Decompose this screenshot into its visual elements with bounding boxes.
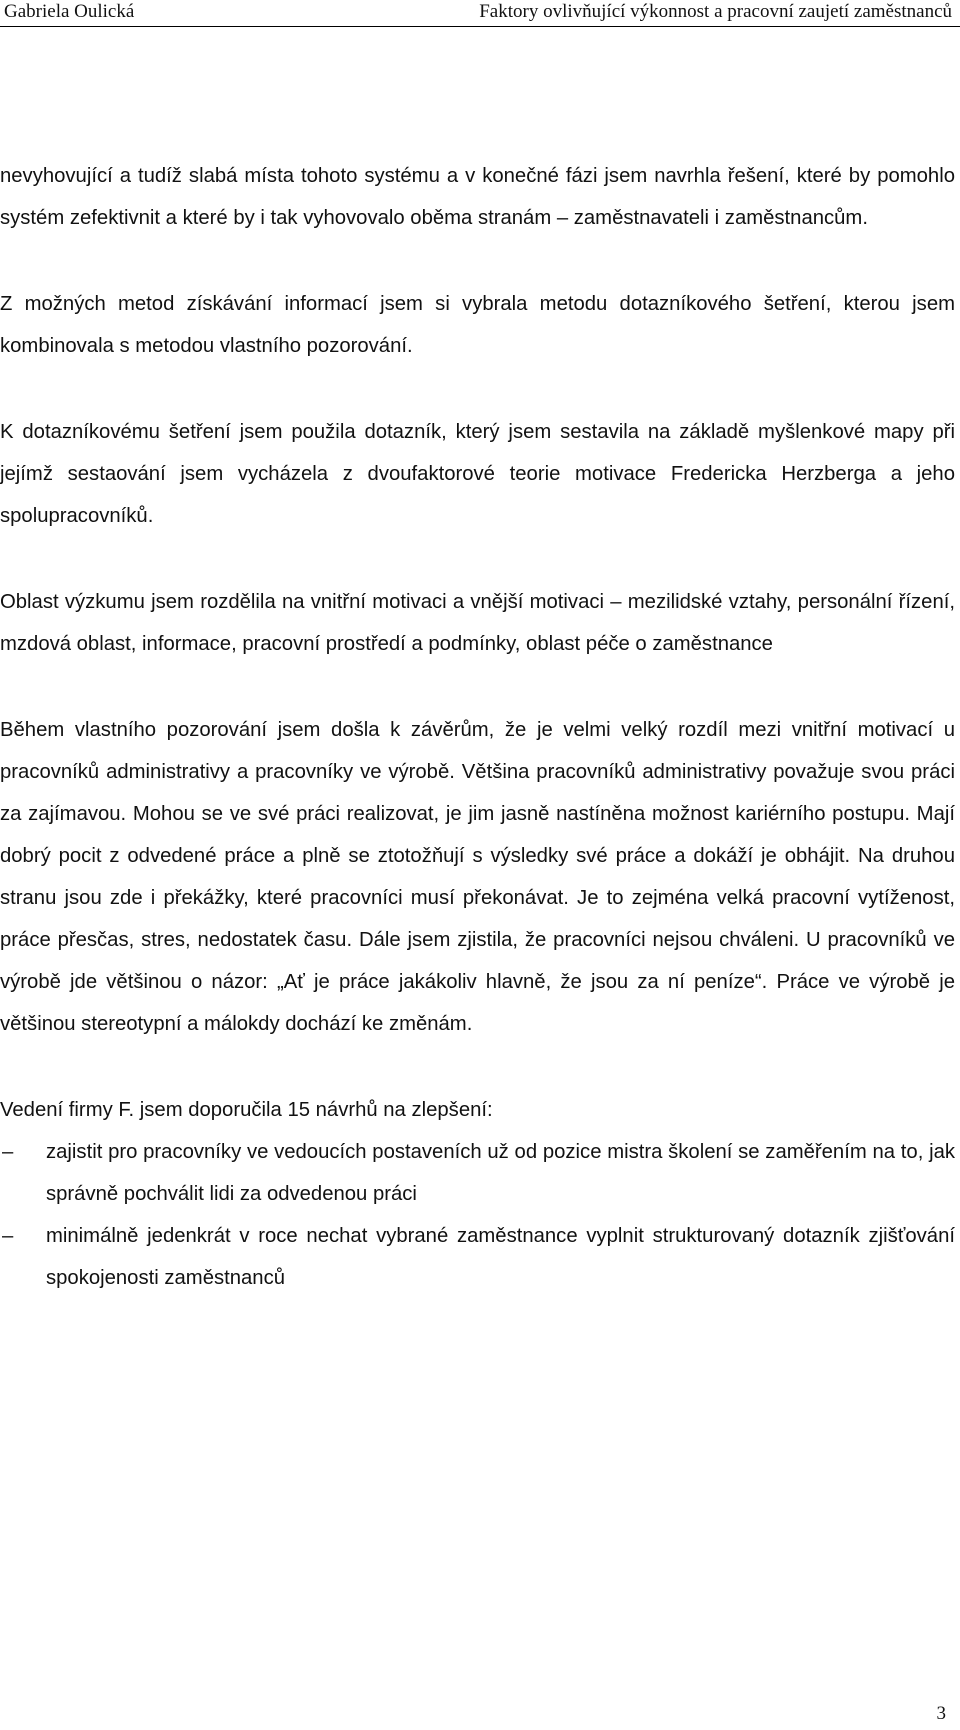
paragraph-3: K dotazníkovému šetření jsem použila dotazník, který jsem sestavila na základě myšlenkové mapy při jejímž sestaování jsem vycházela z dvoufaktorové teorie motivace Fredericka Herzberga a jeho spolupracovníků. [0, 421, 955, 527]
header-title: Faktory ovlivňující výkonnost a pracovní zaujetí zaměstnanců [479, 1, 952, 22]
page-header [0, 0, 960, 27]
paragraph-6: Vedení firmy F. jsem doporučila 15 návrhů na zlepšení: [0, 1099, 493, 1121]
paragraph-gap [0, 367, 955, 411]
header-author: Gabriela Oulická [4, 1, 135, 22]
paragraph-5: Během vlastního pozorování jsem došla k závěrům, že je velmi velký rozdíl mezi vnitřní motivací u pracovníků administrativy a pracovníky ve výrobě. Většina pracovníků administrativy považuje svou práci za zajímavou. Mohou se ve své práci realizovat, je jim jasně nastíněna možnost kariérního postupu. Mají dobrý pocit z odvedené práce a plně se ztotožňují s výsledky své práce a dokáží je obhájit. Na druhou stranu jsou zde i překážky, které pracovníci musí překonávat. Je to zejména velká pracovní vytíženost, práce přesčas, stres, nedostatek času. Dále jsem zjistila, že pracovníci nejsou chváleni. U pracovníků ve výrobě jde většinou o názor: „Ať je práce jakákoliv hlavně, že jsou za ní peníze“. Práce ve výrobě je většinou stereotypní a málokdy dochází ke změnám. [0, 719, 955, 1035]
paragraph-gap [0, 239, 955, 283]
paragraph-2: Z možných metod získávání informací jsem si vybrala metodu dotazníkového šetření, kterou jsem kombinovala s metodou vlastního pozorování. [0, 293, 955, 357]
page-number: 3 [936, 1703, 946, 1724]
paragraph-1: nevyhovující a tudíž slabá místa tohoto systému a v konečné fázi jsem navrhla řešení, které by pomohlo systém zefektivnit a které by i tak vyhovovalo oběma stranám – zaměstnavateli i zaměstnancům. [0, 165, 955, 229]
header-rule [0, 26, 960, 27]
document-body [0, 155, 955, 1299]
paragraph-gap [0, 665, 955, 709]
dash-bullet: – [2, 1225, 14, 1247]
list-item [0, 1131, 955, 1215]
dash-bullet: – [2, 1141, 14, 1163]
list-item-text: zajistit pro pracovníky ve vedoucích postaveních už od pozice mistra školení se zaměřením na to, jak správně pochválit lidi za odvedenou práci [46, 1141, 955, 1205]
paragraph-gap [0, 537, 955, 581]
list-item [0, 1215, 955, 1299]
paragraph-gap [0, 1045, 955, 1089]
list-item-text: minimálně jedenkrát v roce nechat vybrané zaměstnance vyplnit strukturovaný dotazník zjišťování spokojenosti zaměstnanců [46, 1225, 955, 1289]
recommendation-list [0, 1131, 955, 1299]
paragraph-4: Oblast výzkumu jsem rozdělila na vnitřní motivaci a vnější motivaci – mezilidské vztahy, personální řízení, mzdová oblast, informace, pracovní prostředí a podmínky, oblast péče o zaměstnance [0, 591, 955, 655]
